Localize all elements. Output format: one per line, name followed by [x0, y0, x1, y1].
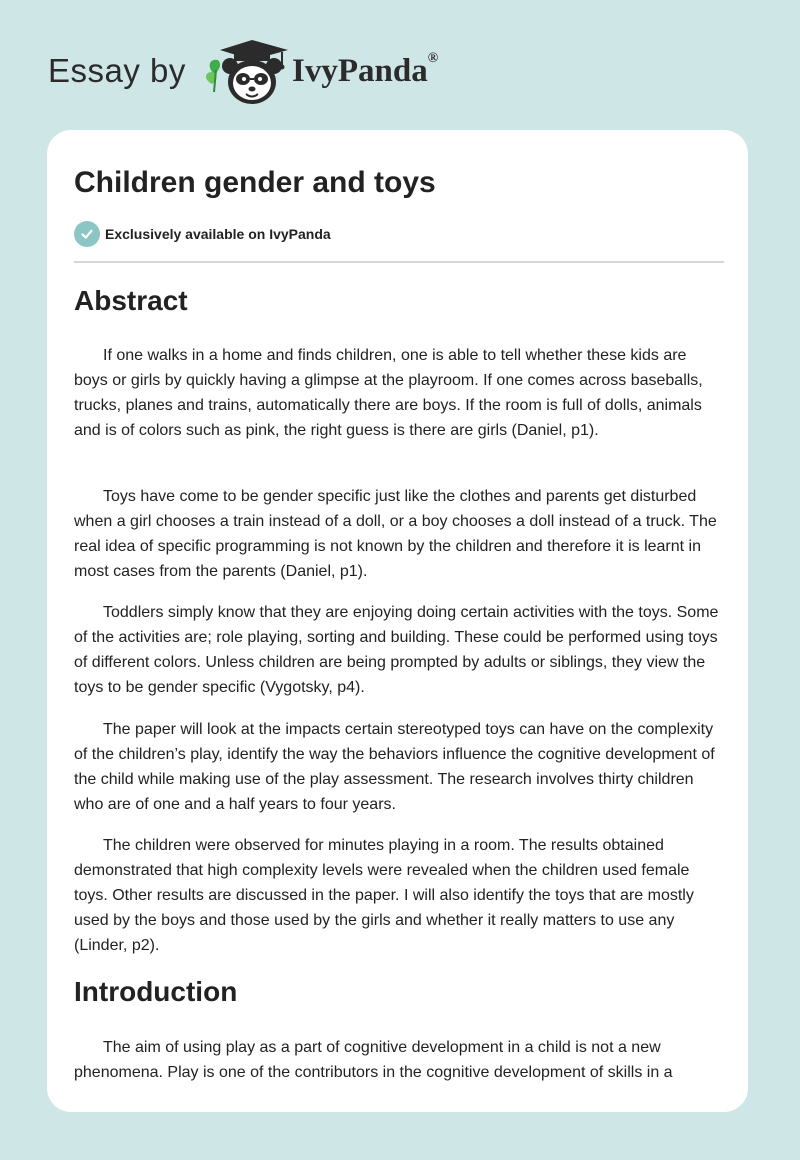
abstract-paragraph: The paper will look at the impacts certain stereotyped toys can have on the complexity of the children’s play, identify the way the behaviors influence the cognitive development of the child while making use of the play assessment. The research involves thirty children who are of one and a half years to four years.: [74, 721, 715, 813]
exclusive-badge: [74, 221, 331, 247]
section-heading-abstract: Abstract: [74, 285, 188, 316]
abstract-paragraph: If one walks in a home and finds children, one is able to tell whether these kids are boys or girls by quickly having a glimpse at the playroom. If one comes across baseballs, trucks, planes and trains, automatically there are boys. If the room is full of dolls, animals and is of colors such as pink, the right guess is there are girls (Daniel, p1).: [74, 347, 703, 439]
essay-card: [47, 130, 748, 1112]
introduction-paragraph: The aim of using play as a part of cognitive development in a child is not a new phenomena. Play is one of the contributors in the cognitive development of skills in a: [74, 1039, 673, 1081]
ivypanda-brand[interactable]: [292, 53, 438, 90]
site-header: [48, 36, 648, 108]
abstract-paragraph: Toddlers simply know that they are enjoying doing certain activities with the toys. Some of the activities are; role playing, sorting and building. These could be performed using toys of different colors. Unless children are being prompted by adults or siblings, they view the toys to be gender specific (Vygotsky, p4).: [74, 604, 719, 696]
registered-mark: ®: [427, 51, 439, 66]
page-title: Children gender and toys: [74, 166, 436, 199]
badge-label: Exclusively available on IvyPanda: [105, 226, 331, 242]
title-divider: [74, 261, 724, 263]
essay-by-label: Essay by: [48, 52, 186, 89]
section-heading-introduction: Introduction: [74, 976, 238, 1007]
abstract-paragraph: Toys have come to be gender specific just like the clothes and parents get disturbed when a girl chooses a train instead of a doll, or a boy chooses a doll instead of a truck. The real idea of specific programming is not known by the children and therefore it is learnt in most cases from the parents (Daniel, p1).: [74, 488, 717, 580]
panda-graduate-icon[interactable]: [200, 36, 296, 108]
check-circle-icon: [74, 221, 100, 247]
abstract-paragraph: The children were observed for minutes playing in a room. The results obtained demonstrated that high complexity levels were revealed when the children used female toys. Other results are discussed in the paper. I will also identify the toys that are mostly used by the boys and those used by the girls and whether it really matters to use any (Linder, p2).: [74, 837, 694, 954]
brand-name-text: IvyPanda: [292, 53, 428, 89]
